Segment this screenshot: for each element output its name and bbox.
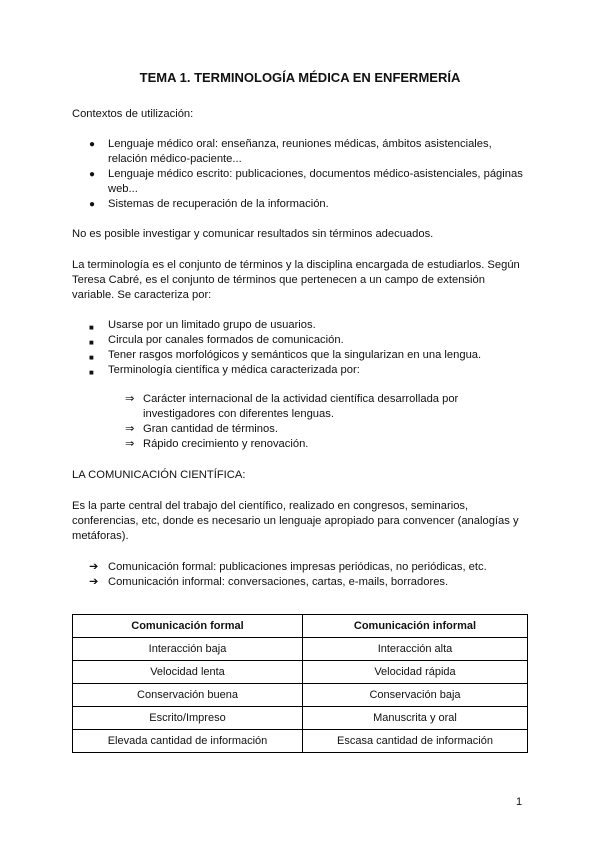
sub-characteristics-list xyxy=(125,392,528,452)
list-item: ■ Tener rasgos morfológicos y semánticos que la singularizan en una lengua. xyxy=(72,348,528,363)
double-arrow-icon: ⇒ xyxy=(125,423,135,435)
table-cell: Elevada cantidad de información xyxy=(73,730,303,753)
list-item: ⇒ Carácter internacional de la actividad científica desarrollada por investigadores con diferentes lenguas. xyxy=(125,393,459,420)
list-item: ➔ Comunicación informal: conversaciones, cartas, e-mails, borradores. xyxy=(89,576,449,588)
characteristics-list xyxy=(72,318,528,378)
table-row xyxy=(73,661,528,684)
terminology-definition: La terminología es el conjunto de términos y la disciplina encargada de estudiarlos. Según Teresa Cabré, es el conjunto de términos que pertenecen a un campo de extensión variable. Se caracteriza por: xyxy=(72,259,520,301)
table-header-cell: Comunicación formal xyxy=(73,615,303,638)
table-cell: Escasa cantidad de información xyxy=(303,730,528,753)
list-item: ● Lenguaje médico oral: enseñanza, reuniones médicas, ámbitos asistenciales, relación médico-paciente... xyxy=(89,138,492,165)
communication-comparison-table xyxy=(72,614,528,753)
document-page xyxy=(72,70,528,753)
bullet-square-icon: ■ xyxy=(89,368,94,377)
bullet-square-icon: ■ xyxy=(89,338,94,347)
section-heading: LA COMUNICACIÓN CIENTÍFICA: xyxy=(72,469,246,481)
communication-definition: Es la parte central del trabajo del científico, realizado en congresos, seminarios, conferencias, etc, donde es necesario un lenguaje apropiado para convencer (analogías y metáforas). xyxy=(72,500,519,542)
table-cell: Velocidad rápida xyxy=(303,661,528,684)
table-cell: Conservación buena xyxy=(73,684,303,707)
list-item: ■ Terminología científica y médica caracterizada por: xyxy=(72,363,528,378)
arrow-icon: ➔ xyxy=(89,576,99,588)
table-row xyxy=(73,730,528,753)
list-item: ● Lenguaje médico escrito: publicaciones, documentos médico-asistenciales, páginas web... xyxy=(89,168,523,195)
bullet-dot-icon: ● xyxy=(89,169,96,180)
document-title: TEMA 1. TERMINOLOGÍA MÉDICA EN ENFERMERÍA xyxy=(139,70,461,85)
table-cell: Interacción baja xyxy=(73,638,303,661)
table-header-cell: Comunicación informal xyxy=(303,615,528,638)
statement-paragraph: No es posible investigar y comunicar resultados sin términos adecuados. xyxy=(72,228,434,240)
contexts-intro: Contextos de utilización: xyxy=(72,108,194,120)
double-arrow-icon: ⇒ xyxy=(125,438,135,450)
table-cell: Interacción alta xyxy=(303,638,528,661)
communication-types-list xyxy=(72,560,528,590)
bullet-square-icon: ■ xyxy=(89,353,94,362)
list-item: ⇒ Gran cantidad de términos. xyxy=(125,423,278,435)
table-cell: Velocidad lenta xyxy=(73,661,303,684)
table-row xyxy=(73,638,528,661)
list-item: ■ Circula por canales formados de comunicación. xyxy=(72,333,528,348)
table-row xyxy=(73,707,528,730)
table-cell: Conservación baja xyxy=(303,684,528,707)
double-arrow-icon: ⇒ xyxy=(125,393,135,405)
table-row xyxy=(73,684,528,707)
bullet-dot-icon: ● xyxy=(89,139,96,150)
table-cell: Manuscrita y oral xyxy=(303,707,528,730)
page-number: 1 xyxy=(516,796,523,808)
list-item: ⇒ Rápido crecimiento y renovación. xyxy=(125,438,309,450)
list-item: ● Sistemas de recuperación de la información. xyxy=(89,198,329,210)
table-header-row xyxy=(73,615,528,638)
arrow-icon: ➔ xyxy=(89,561,99,573)
bullet-square-icon: ■ xyxy=(89,323,94,332)
list-item: ■ Usarse por un limitado grupo de usuarios. xyxy=(72,318,528,333)
bullet-dot-icon: ● xyxy=(89,199,96,210)
contexts-list xyxy=(72,137,528,212)
list-item: ➔ Comunicación formal: publicaciones impresas periódicas, no periódicas, etc. xyxy=(89,561,487,573)
table-cell: Escrito/Impreso xyxy=(73,707,303,730)
